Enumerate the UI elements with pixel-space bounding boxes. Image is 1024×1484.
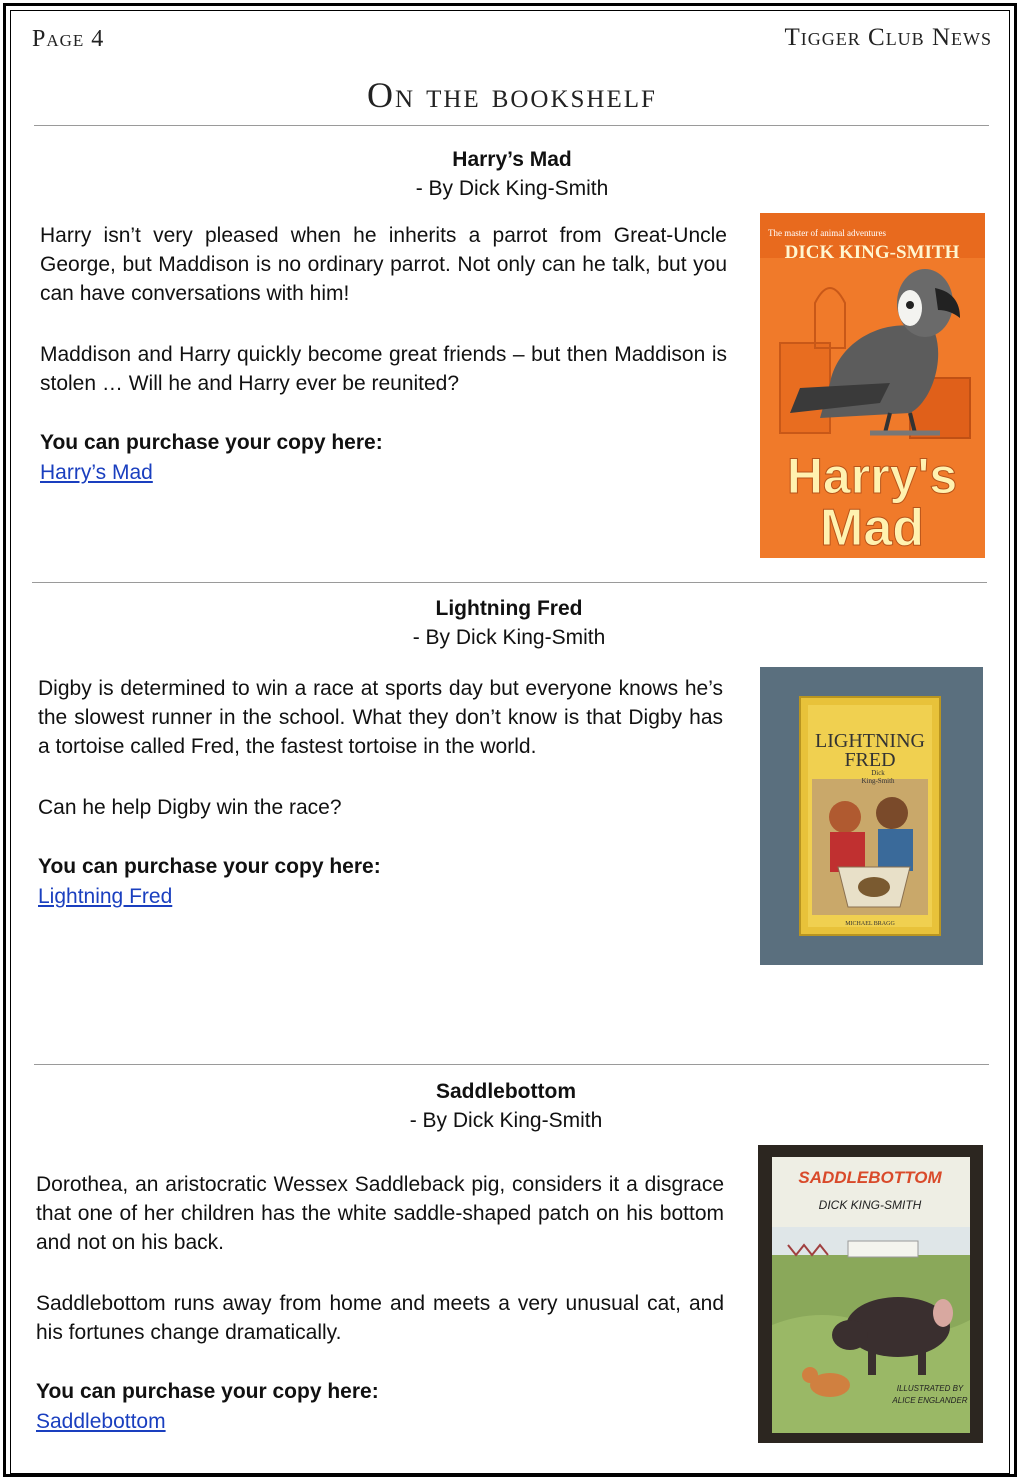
book-cover-harrys-mad (760, 213, 985, 558)
cover-illustrator-line1: ILLUSTRATED BY (896, 1384, 964, 1393)
purchase-label: You can purchase your copy here: (38, 855, 381, 878)
book-author: - By Dick King-Smith (412, 626, 606, 649)
book-description: Maddison and Harry quickly become great friends – but then Maddison is stolen … Will he and Harry ever be reunited? (40, 343, 727, 395)
cover-illustrator-line2: ALICE ENGLANDER (892, 1396, 968, 1405)
book-author: - By Dick King-Smith (415, 177, 609, 200)
cover-tagline: The master of animal adventures (768, 228, 886, 238)
book-description: Harry isn’t very pleased when he inherits a parrot from Great-Uncle George, but Maddison is no ordinary parrot. Not only can he talk, but you can have conversations with him! (40, 224, 727, 305)
book-title: Lightning Fred (435, 597, 583, 620)
purchase-link[interactable]: Harry’s Mad (40, 461, 153, 484)
cover-title-line1: LIGHTNING (815, 730, 925, 752)
book-cover-lightning-fred (760, 667, 983, 965)
book-divider (32, 582, 987, 583)
cover-illustrator: MICHAEL BRAGG (845, 921, 895, 927)
book-description: Dorothea, an aristocratic Wessex Saddleback pig, considers it a disgrace that one of her children has the white saddle-shaped patch on his bottom and not on his back. (36, 1173, 724, 1254)
book-cover-saddlebottom (758, 1145, 983, 1443)
book-author: - By Dick King-Smith (409, 1109, 603, 1132)
purchase-link[interactable]: Lightning Fred (38, 885, 173, 908)
cover-author: DICK KING-SMITH (784, 242, 960, 263)
purchase-link[interactable]: Saddlebottom (36, 1410, 166, 1433)
cover-author-line1: Dick (871, 769, 885, 777)
cover-title: SADDLEBOTTOM (798, 1168, 942, 1187)
cover-author-line2: King-Smith (861, 777, 895, 785)
cover-author: DICK KING-SMITH (818, 1198, 922, 1212)
cover-title-line1: Harry's (786, 448, 958, 504)
book-divider (34, 1064, 989, 1065)
purchase-label: You can purchase your copy here: (40, 431, 383, 454)
title-divider (34, 125, 989, 126)
newsletter-name: Tigger Club News (784, 24, 992, 51)
book-description: Digby is determined to win a race at sports day but everyone knows he’s the slowest runner in the school. What they don’t know is that Digby has a tortoise called Fred, the fastest tortoise in the world. (38, 677, 723, 758)
book-title: Harry’s Mad (452, 148, 572, 171)
book-description: Can he help Digby win the race? (38, 796, 342, 819)
cover-title-line2: FRED (844, 749, 896, 771)
purchase-label: You can purchase your copy here: (36, 1380, 379, 1403)
cover-title-line2: Mad (820, 499, 924, 557)
book-title: Saddlebottom (436, 1080, 576, 1103)
page-number: Page 4 (32, 26, 105, 52)
section-title: On the bookshelf (367, 75, 657, 115)
book-description: Saddlebottom runs away from home and meets a very unusual cat, and his fortunes change dramatically. (36, 1292, 724, 1344)
